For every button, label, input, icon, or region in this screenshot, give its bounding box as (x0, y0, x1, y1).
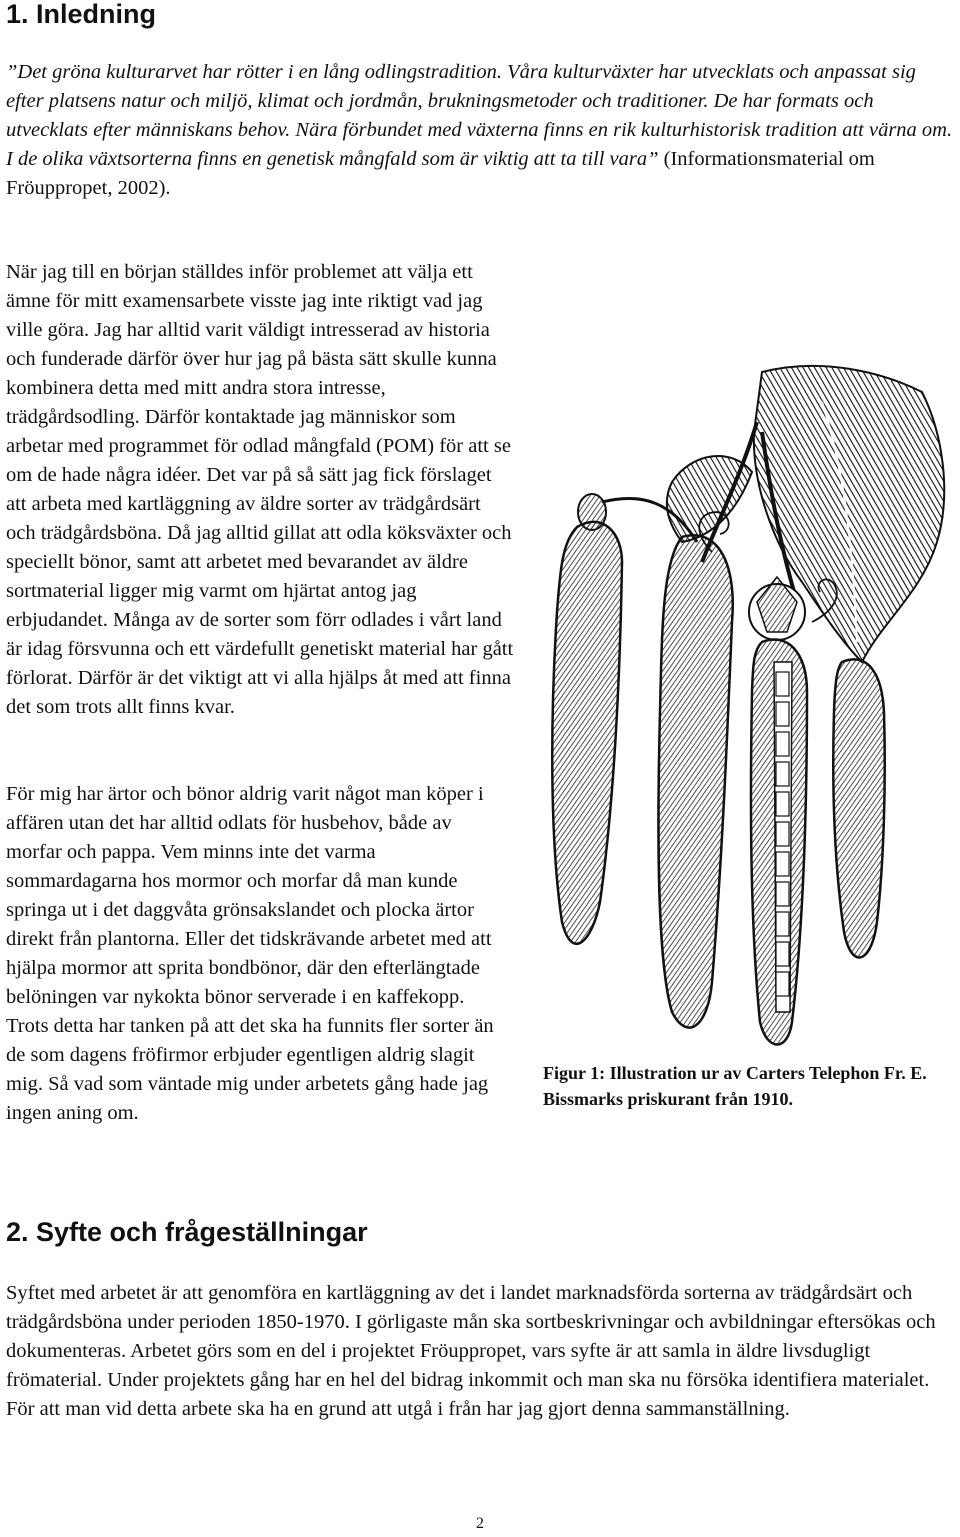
page-number: 2 (476, 1515, 484, 1532)
intro-text: När jag till en början ställdes inför problemet att välja ett ämne för mitt examensarbete visste jag inte riktigt vad jag ville göra. Jag har alltid varit väldigt intresserad av historia och funderade därför över hur jag på bästa sätt skulle kunna kombinera detta med mitt andra stora intresse, trädgårdsodling. Därför kontaktade jag människor som arbetar med programmet för odlad mångfald (POM) för att se om de hade några idéer. Det var på så sätt jag fick förslaget att arbeta med kartläggning av äldre sorter av trädgårdsärt och trädgårdsböna. Då jag alltid gillat att odla köksväxter och speciellt bönor, samt att arbetet med bevarandet av äldre sortmaterial ligger mig varmt om hjärtat antog jag erbjudandet. Många av de sorter som förr odlades i vårt land är idag försvunna och ett värdefullt genetiskt material har gått förlorat. Därför är det viktigt att vi alla hjälps åt med att finna det som trots allt finns kvar. (6, 261, 514, 718)
quote-text: ”Det gröna kulturarvet har rötter i en lång odlingstradition. Våra kulturväxter har utvecklats och anpassat sig efter platsens natur och miljö, klimat och jordmån, brukningsmetoder och traditioner. De har formats och utvecklats efter människans behov. Nära förbundet med växterna finns en rik kulturhistorisk tradition att värna om. I de olika växtsorterna finns en genetisk mångfald som är viktig att ta till vara” (6, 61, 953, 170)
aim-paragraph: Syftet med arbetet är att genomföra en kartläggning av det i landet marknadsförda sorterna av trädgårdsärt och trädgårdsböna under perioden 1850-1970. I görligaste mån ska sortbeskrivningar och avbildningar eftersökas och dokumenteras. Arbetet görs som en del i projektet Fröuppropet, vars syfte är att samla in äldre livsdugligt frömaterial. Under projektets gång har en hel del bidrag inkommit och man ska nu försöka identifiera materialet. För att man vid detta arbete ska ha en grund att utgå i från har jag gjort denna sammanställning. (6, 1282, 936, 1420)
section-heading-aim: 2. Syfte och frågeställningar (6, 1217, 368, 1247)
memory-text: För mig har ärtor och bönor aldrig varit något man köper i affären utan det har alltid odlats för husbehov, både av morfar och pappa. Vem minns inte det varma sommardagarna hos mormor och morfar då man kunde springa ut i det daggvåta grönsakslandet och plocka ärtor direkt från plantorna. Eller det tidskrävande arbetet med att hjälpa mormor att sprita bondbönor, där den efterlängtade belöningen var nykokta bönor serverade i en kaffekopp. Trots detta har tanken på att det ska ha funnits fler sorter än de som dagens fröfirmor erbjuder egentligen aldrig slagit mig. Så vad som väntade mig under arbetets gång hade jag ingen aning om. (6, 783, 494, 1124)
figure-caption: Figur 1: Illustration ur av Carters Telephon Fr. E. Bissmarks priskurant från 1910. (543, 1063, 927, 1109)
section-heading-introduction: 1. Inledning (6, 0, 157, 29)
pea-pod-illustration-icon (522, 362, 957, 1052)
quote-citation: (Informationsmaterial om Fröuppropet, 2002). (6, 148, 875, 199)
quote-paragraph (6, 58, 954, 203)
